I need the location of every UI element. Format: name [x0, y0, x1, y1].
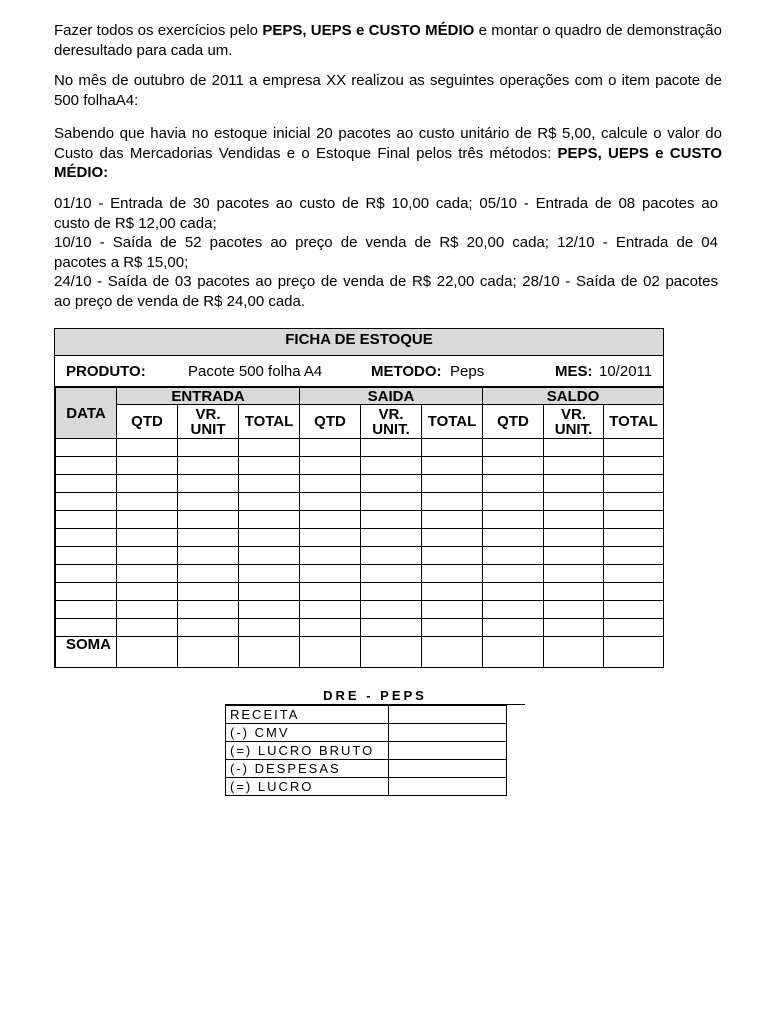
table-cell: [178, 583, 239, 601]
table-cell: [300, 475, 361, 493]
dre-grid: [225, 705, 507, 796]
table-row: [226, 760, 507, 778]
table-cell: [117, 619, 178, 637]
table-row: [226, 706, 507, 724]
col-header: TOTAL: [422, 405, 483, 439]
operation-line: 10/10 - Saída de 52 pacotes ao preço de venda de R$ 20,00 cada; 12/10 - Entrada de 04: [54, 234, 718, 251]
table-cell: [178, 511, 239, 529]
table-cell: [361, 511, 422, 529]
table-cell: [604, 475, 664, 493]
table-cell: [117, 529, 178, 547]
table-cell: [117, 601, 178, 619]
table-cell: [56, 547, 117, 565]
table-cell: [422, 637, 483, 668]
table-cell: [422, 439, 483, 457]
table-cell: [544, 601, 604, 619]
table-cell: [178, 637, 239, 668]
table-cell: [117, 547, 178, 565]
product-value: Pacote 500 folha A4: [188, 363, 323, 380]
table-cell: [117, 457, 178, 475]
table-cell: [300, 457, 361, 475]
table-cell: [422, 457, 483, 475]
table-cell: [239, 475, 300, 493]
col-header: QTD: [300, 405, 361, 439]
col-header: VR. UNIT.: [361, 405, 422, 439]
table-cell: [239, 619, 300, 637]
table-cell: [544, 493, 604, 511]
soma-label: SOMA: [56, 637, 117, 668]
table-cell: [239, 565, 300, 583]
method-label: METODO:: [371, 363, 442, 380]
table-cell: [544, 529, 604, 547]
table-cell: [544, 547, 604, 565]
col-header: TOTAL: [239, 405, 300, 439]
table-cell: [544, 457, 604, 475]
table-cell: [604, 565, 664, 583]
table-cell: [361, 583, 422, 601]
table-cell: [544, 511, 604, 529]
table-cell: [361, 601, 422, 619]
table-row: [56, 547, 664, 565]
table-cell: [604, 493, 664, 511]
table-cell: [178, 493, 239, 511]
table-cell: [361, 547, 422, 565]
table-row: [226, 724, 507, 742]
table-cell: [178, 475, 239, 493]
table-cell: [422, 619, 483, 637]
table-cell: [422, 583, 483, 601]
table-cell: [178, 529, 239, 547]
table-cell: [604, 619, 664, 637]
table-cell: [422, 493, 483, 511]
month-label: MES:: [555, 363, 593, 380]
stock-card-title: FICHA DE ESTOQUE: [55, 329, 663, 356]
table-cell: [422, 565, 483, 583]
table-cell: [483, 439, 544, 457]
table-cell: [422, 511, 483, 529]
table-cell: [604, 457, 664, 475]
table-cell: [544, 637, 604, 668]
table-cell: [178, 565, 239, 583]
table-cell: [56, 529, 117, 547]
table-cell: [544, 619, 604, 637]
table-cell: [117, 637, 178, 668]
dre-table: [225, 688, 525, 796]
table-cell: [483, 637, 544, 668]
table-cell: [483, 619, 544, 637]
table-cell: [56, 493, 117, 511]
date-header: DATA: [56, 388, 117, 439]
operation-line: 24/10 - Saída de 03 pacotes ao preço de venda de R$ 22,00 cada; 28/10 - Saída de 02 pacotes: [54, 273, 718, 290]
table-cell: [300, 565, 361, 583]
table-cell: [300, 637, 361, 668]
table-cell: [604, 439, 664, 457]
table-cell: [300, 529, 361, 547]
table-cell: [361, 475, 422, 493]
table-cell: [422, 475, 483, 493]
table-cell: [239, 529, 300, 547]
operation-line: ao preço de venda de R$ 24,00 cada.: [54, 292, 306, 310]
table-row: [56, 493, 664, 511]
table-cell: [56, 475, 117, 493]
table-row: [56, 529, 664, 547]
col-header: QTD: [483, 405, 544, 439]
operation-line: custo de R$ 12,00 cada;: [54, 214, 217, 232]
table-cell: [544, 475, 604, 493]
table-cell: [117, 439, 178, 457]
dre-row-label: (=) LUCRO: [226, 778, 389, 796]
table-cell: [178, 457, 239, 475]
table-cell: [483, 547, 544, 565]
table-cell: [56, 457, 117, 475]
table-cell: [300, 619, 361, 637]
table-cell: [178, 601, 239, 619]
table-cell: [604, 601, 664, 619]
table-cell: [56, 601, 117, 619]
table-cell: [300, 493, 361, 511]
dre-value-cell: [389, 778, 507, 796]
dre-value-cell: [389, 706, 507, 724]
table-cell: [422, 547, 483, 565]
table-cell: [300, 439, 361, 457]
table-cell: [361, 493, 422, 511]
table-cell: [422, 529, 483, 547]
table-cell: [361, 565, 422, 583]
entrada-header: ENTRADA: [117, 388, 300, 405]
operations-list: [54, 194, 718, 311]
instruction-paragraph: Fazer todos os exercícios pelo PEPS, UEPS e CUSTO MÉDIO e montar o quadro de demonstração deresultado para cada um.: [54, 22, 722, 59]
table-cell: [239, 547, 300, 565]
saldo-header: SALDO: [483, 388, 664, 405]
dre-value-cell: [389, 760, 507, 778]
table-cell: [56, 439, 117, 457]
table-cell: [56, 619, 117, 637]
table-cell: [239, 637, 300, 668]
table-cell: [483, 565, 544, 583]
operation-line: 01/10 - Entrada de 30 pacotes ao custo de R$ 10,00 cada; 05/10 - Entrada de 08 pacotes ao: [54, 195, 718, 212]
table-cell: [604, 583, 664, 601]
table-cell: [300, 511, 361, 529]
table-cell: [483, 493, 544, 511]
table-row: [56, 511, 664, 529]
table-row: [56, 439, 664, 457]
table-cell: [117, 565, 178, 583]
table-cell: [239, 511, 300, 529]
stock-card-info: [55, 356, 663, 387]
method-value: Peps: [450, 363, 485, 380]
table-cell: [178, 439, 239, 457]
table-cell: [361, 619, 422, 637]
table-cell: [300, 583, 361, 601]
table-cell: [483, 457, 544, 475]
table-cell: [604, 511, 664, 529]
stock-table: [55, 387, 664, 668]
table-row: [56, 475, 664, 493]
context-paragraph: No mês de outubro de 2011 a empresa XX realizou as seguintes operações com o item pacote de 500 folhaA4:: [54, 72, 722, 109]
dre-row-label: (-) CMV: [226, 724, 389, 742]
table-cell: [117, 475, 178, 493]
table-cell: [544, 439, 604, 457]
col-header: VR. UNIT: [178, 405, 239, 439]
table-row: [226, 778, 507, 796]
dre-value-cell: [389, 724, 507, 742]
table-cell: [361, 439, 422, 457]
dre-row-label: RECEITA: [226, 706, 389, 724]
table-row: [56, 457, 664, 475]
stock-card: [54, 328, 664, 668]
table-cell: [117, 583, 178, 601]
table-row: [226, 742, 507, 760]
table-cell: [483, 475, 544, 493]
table-cell: [117, 511, 178, 529]
table-cell: [178, 619, 239, 637]
table-cell: [178, 547, 239, 565]
table-cell: [604, 637, 664, 668]
dre-value-cell: [389, 742, 507, 760]
table-row: [56, 601, 664, 619]
table-row: [56, 619, 664, 637]
table-cell: [422, 601, 483, 619]
dre-row-label: (=) LUCRO BRUTO: [226, 742, 389, 760]
table-cell: [56, 583, 117, 601]
table-cell: [300, 547, 361, 565]
table-cell: [483, 511, 544, 529]
table-cell: [56, 511, 117, 529]
table-cell: [361, 457, 422, 475]
table-cell: [544, 565, 604, 583]
table-cell: [361, 529, 422, 547]
product-label: PRODUTO:: [66, 363, 146, 380]
table-cell: [239, 457, 300, 475]
question-paragraph: Sabendo que havia no estoque inicial 20 pacotes ao custo unitário de R$ 5,00, calcule o valor do Custo das Mercadorias Vendidas e o Estoque Final pelos três métodos: PEPS, UEPS e CUSTO MÉDIO:: [54, 125, 723, 181]
table-cell: [239, 493, 300, 511]
table-cell: [483, 601, 544, 619]
table-cell: [239, 439, 300, 457]
table-cell: [361, 637, 422, 668]
col-header: VR. UNIT.: [544, 405, 604, 439]
dre-title: DRE - PEPS: [225, 688, 525, 705]
dre-row-label: (-) DESPESAS: [226, 760, 389, 778]
operation-line: pacotes a R$ 15,00;: [54, 253, 189, 271]
col-header: TOTAL: [604, 405, 664, 439]
table-cell: [117, 493, 178, 511]
table-cell: [604, 547, 664, 565]
table-row: [56, 583, 664, 601]
table-cell: [483, 529, 544, 547]
table-cell: [56, 565, 117, 583]
table-cell: [300, 601, 361, 619]
table-cell: [604, 529, 664, 547]
saida-header: SAIDA: [300, 388, 483, 405]
table-cell: [544, 583, 604, 601]
table-row: [56, 565, 664, 583]
table-cell: [239, 601, 300, 619]
month-value: 10/2011: [599, 363, 653, 380]
col-header: QTD: [117, 405, 178, 439]
table-cell: [483, 583, 544, 601]
table-cell: [239, 583, 300, 601]
